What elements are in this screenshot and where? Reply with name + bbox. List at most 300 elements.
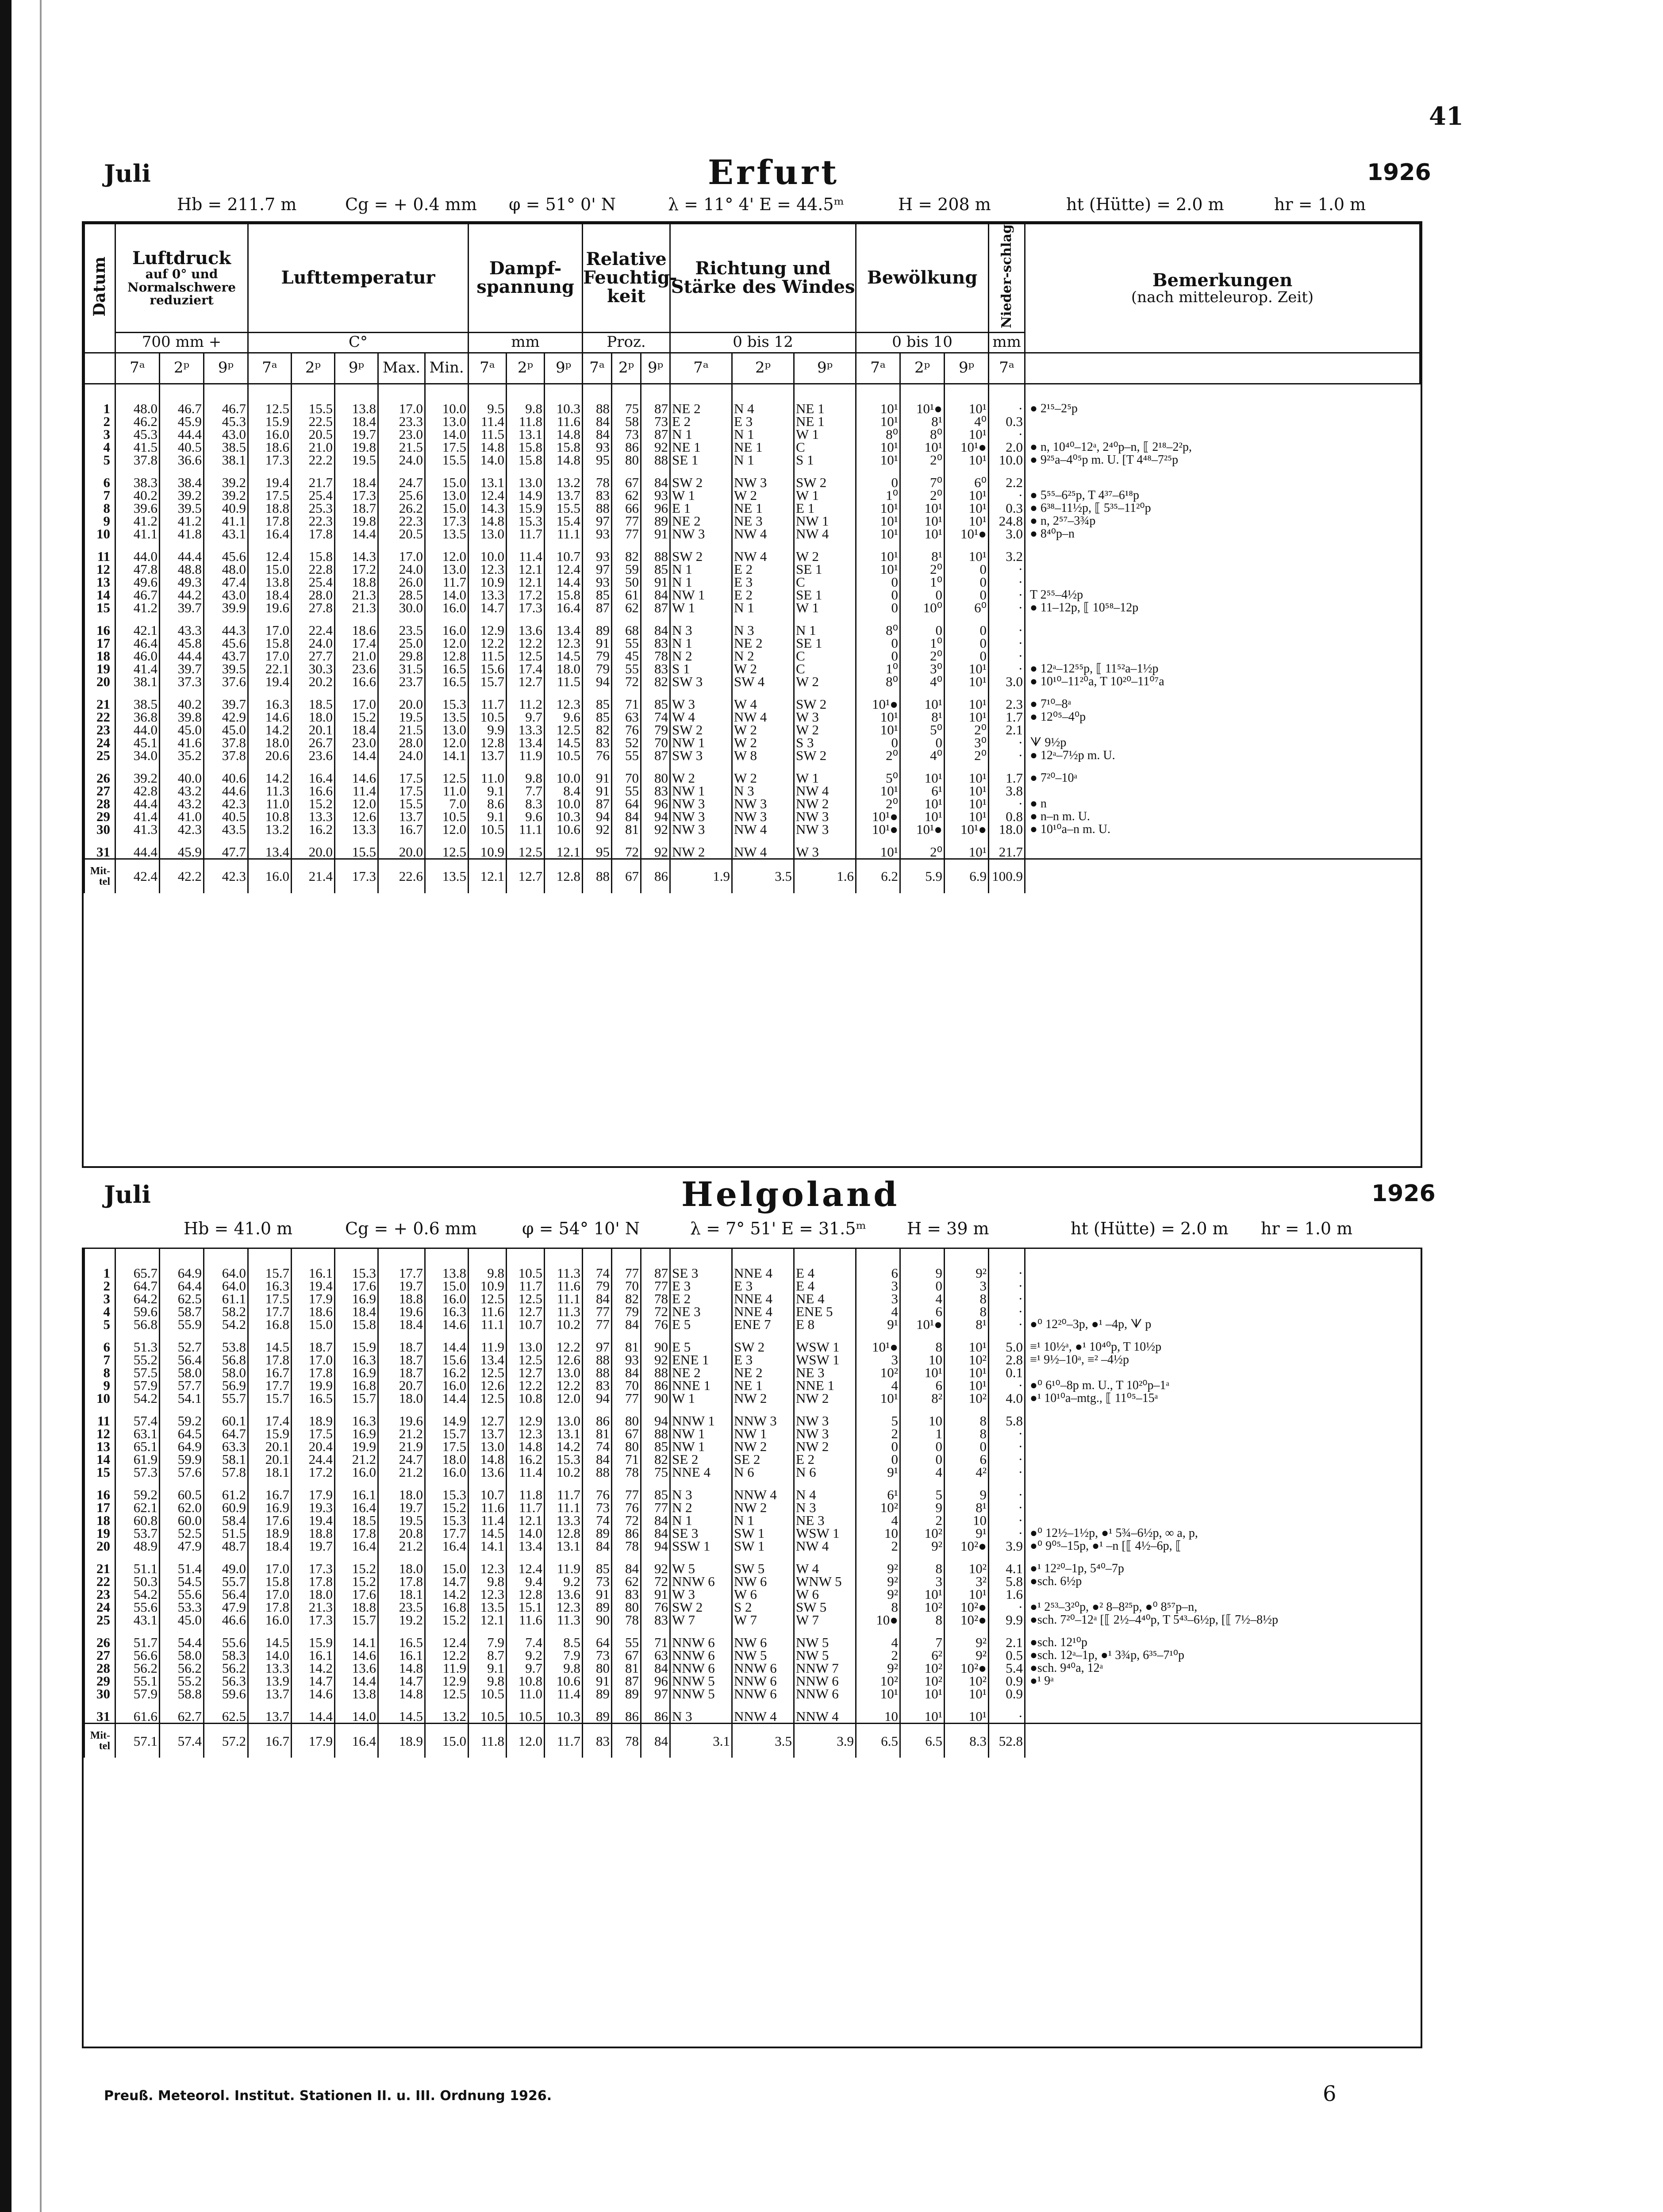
value-cell: 12.0 (545, 1392, 583, 1405)
value-cell: 94 (583, 675, 612, 688)
value-cell: 17.0 (335, 688, 378, 710)
mittel-value: 6.2 (856, 859, 900, 893)
value-cell: NW 4 (732, 710, 794, 723)
value-cell: 81 (583, 1427, 612, 1440)
table-row (84, 1687, 1421, 1700)
value-cell: 17.4 (335, 637, 378, 649)
meta-hb: Hb = 41.0 m (184, 1219, 293, 1238)
value-cell: · (989, 736, 1025, 749)
value-cell: 97 (583, 563, 612, 576)
value-cell: 62.0 (160, 1501, 204, 1514)
value-cell: 43.0 (204, 588, 248, 601)
value-cell: 16.5 (425, 675, 469, 688)
value-cell: 21.7 (292, 466, 335, 489)
value-cell: 55 (612, 637, 641, 649)
col-7a: 7ᵃ (989, 353, 1025, 384)
value-cell: E 5 (670, 1318, 732, 1331)
value-cell: 14.5 (248, 1331, 292, 1353)
value-cell: 59.6 (115, 1305, 160, 1318)
value-cell: 6 (900, 1305, 945, 1318)
value-cell: 15.5 (425, 453, 469, 466)
value-cell: 12.5 (545, 723, 583, 736)
value-cell: 12.6 (335, 810, 378, 823)
value-cell: 12.5 (425, 762, 469, 784)
value-cell: 10¹ (900, 527, 945, 540)
value-cell: 77 (612, 527, 641, 540)
value-cell: 14.4 (335, 1674, 378, 1687)
value-cell: 15.7 (469, 675, 507, 688)
value-cell: NNW 6 (670, 1575, 732, 1588)
value-cell: 64.7 (115, 1279, 160, 1292)
value-cell: 10.8 (507, 1674, 545, 1687)
value-cell: N 2 (670, 1501, 732, 1514)
value-cell: 13.0 (425, 563, 469, 576)
value-cell: 82 (583, 723, 612, 736)
value-cell: 56.6 (115, 1649, 160, 1662)
value-cell: NW 3 (794, 810, 856, 823)
value-cell: W 2 (732, 489, 794, 502)
value-cell: 88 (641, 453, 670, 466)
value-cell: 9.9 (989, 1613, 1025, 1626)
value-cell: 47.9 (204, 1601, 248, 1613)
month-label: Juli (104, 159, 151, 188)
value-cell: 11.5 (545, 675, 583, 688)
value-cell: 97 (583, 515, 612, 527)
value-cell: 10² (945, 1552, 989, 1575)
value-cell: 77 (612, 515, 641, 527)
value-cell: 58 (612, 415, 641, 428)
value-cell: 93 (583, 540, 612, 563)
value-cell: C (794, 649, 856, 662)
value-cell: 17.4 (248, 1405, 292, 1427)
mittel-value: 18.9 (378, 1724, 425, 1758)
value-cell: 45.0 (160, 723, 204, 736)
value-cell: 19.4 (292, 1279, 335, 1292)
value-cell: N 1 (732, 601, 794, 614)
remark-cell: ●¹ 10¹⁰a–mtg., ⟦ 11⁰⁵–15ᵃ (1025, 1392, 1421, 1405)
value-cell: · (989, 1601, 1025, 1613)
value-cell: 55 (612, 662, 641, 675)
value-cell: 0.5 (989, 1649, 1025, 1662)
value-cell: NNW 4 (732, 1479, 794, 1501)
remark-cell: ●⁰ 6¹⁰–8p m. U., T 10²⁰p–1ᵃ (1025, 1379, 1421, 1392)
value-cell: 13.3 (545, 1514, 583, 1527)
value-cell: 39.7 (160, 662, 204, 675)
value-cell: 74 (641, 710, 670, 723)
value-cell: W 3 (794, 836, 856, 859)
value-cell: 10¹ (945, 1700, 989, 1724)
value-cell: 12.0 (425, 637, 469, 649)
value-cell: 18.8 (248, 502, 292, 515)
day-cell: 12 (84, 563, 115, 576)
remark-cell (1025, 1514, 1421, 1527)
value-cell: 17.8 (292, 1575, 335, 1588)
value-cell: · (989, 637, 1025, 649)
value-cell: NNE 1 (794, 1379, 856, 1392)
value-cell: 73 (583, 1575, 612, 1588)
value-cell: 14.9 (507, 489, 545, 502)
value-cell: 11.5 (469, 649, 507, 662)
meta-ht: ht (Hütte) = 2.0 m (1066, 195, 1224, 214)
value-cell: 89 (583, 1527, 612, 1540)
value-cell: NW 2 (794, 797, 856, 810)
value-cell: 10¹ (900, 810, 945, 823)
value-cell: S 3 (794, 736, 856, 749)
value-cell: 26.0 (378, 576, 425, 588)
publisher-footer: Preuß. Meteorol. Institut. Stationen II. u. III. Ordnung 1926. (104, 2088, 552, 2104)
meta-cg: Cg = + 0.4 mm (345, 195, 477, 214)
value-cell: 11.7 (425, 576, 469, 588)
value-cell: 14.4 (425, 1331, 469, 1353)
value-cell: 8 (856, 1601, 900, 1613)
value-cell: 15.5 (335, 836, 378, 859)
value-cell: 89 (583, 1687, 612, 1700)
table-row (84, 1674, 1421, 1687)
value-cell: 10.6 (545, 823, 583, 836)
value-cell: NW 3 (670, 810, 732, 823)
value-cell: 12.0 (425, 823, 469, 836)
value-cell: 10¹ (856, 527, 900, 540)
luftdruck-unit: 700 mm + (115, 332, 248, 353)
value-cell: 15.7 (335, 1392, 378, 1405)
remark-cell: ●¹ 2⁵³–3²⁰p, ●² 8–8²⁵p, ●⁰ 8⁵⁷p–n, (1025, 1601, 1421, 1613)
value-cell: 73 (583, 1501, 612, 1514)
value-cell: 18.8 (378, 1292, 425, 1305)
table-row (84, 453, 1421, 466)
value-cell: 10¹ (945, 453, 989, 466)
value-cell: 12.4 (545, 563, 583, 576)
value-cell: 19.7 (378, 1501, 425, 1514)
value-cell: 16.4 (248, 527, 292, 540)
value-cell: 19.3 (292, 1501, 335, 1514)
value-cell: 11.7 (469, 688, 507, 710)
value-cell: 15.6 (425, 1353, 469, 1366)
value-cell: 10¹ (856, 710, 900, 723)
value-cell: 10.0 (989, 453, 1025, 466)
col-max: Max. (378, 353, 425, 384)
value-cell: 53.7 (115, 1527, 160, 1540)
bemerkungen-sub: (nach mitteleurop. Zeit) (1131, 288, 1314, 306)
value-cell: 73 (612, 428, 641, 441)
value-cell: 18.6 (292, 1305, 335, 1318)
value-cell: 14.9 (425, 1405, 469, 1427)
day-cell: 22 (84, 1575, 115, 1588)
value-cell: 0 (900, 614, 945, 637)
value-cell: 41.6 (160, 736, 204, 749)
mittel-label: Mit-tel (84, 1724, 115, 1758)
value-cell: 11.3 (248, 784, 292, 797)
value-cell: 10¹ (945, 762, 989, 784)
col-2p: 2ᵖ (732, 353, 794, 384)
value-cell: 22.1 (248, 662, 292, 675)
value-cell: 0.8 (989, 810, 1025, 823)
value-cell: 79 (641, 723, 670, 736)
value-cell: 15.7 (248, 1249, 292, 1279)
feucht-heading: Relative Feuchtig-keit (583, 249, 677, 307)
value-cell: 88 (583, 1353, 612, 1366)
value-cell: 86 (612, 441, 641, 453)
value-cell: 58.8 (160, 1687, 204, 1700)
value-cell: 94 (583, 1392, 612, 1405)
remark-cell: ᗐ 9½p (1025, 736, 1421, 749)
value-cell: 58.2 (204, 1305, 248, 1318)
value-cell: 20.6 (248, 749, 292, 762)
remark-cell (1025, 784, 1421, 797)
mittel-value: 86 (641, 859, 670, 893)
value-cell: 77 (641, 1279, 670, 1292)
value-cell: 1⁰ (900, 576, 945, 588)
value-cell: 13.7 (469, 749, 507, 762)
table-row (84, 637, 1421, 649)
value-cell: 97 (583, 1331, 612, 1353)
value-cell: NW 1 (670, 736, 732, 749)
value-cell: 4.0 (989, 1392, 1025, 1405)
value-cell: 60.9 (204, 1501, 248, 1514)
value-cell: 9¹ (945, 1527, 989, 1540)
value-cell: 67 (612, 1649, 641, 1662)
value-cell: 46.6 (204, 1613, 248, 1626)
value-cell: 1.7 (989, 710, 1025, 723)
value-cell: 10¹ (856, 515, 900, 527)
value-cell: 15.8 (545, 441, 583, 453)
value-cell: NW 3 (794, 823, 856, 836)
bewoelkung-heading: Bewölkung (867, 267, 978, 288)
value-cell: 15.3 (425, 1514, 469, 1527)
day-cell: 6 (84, 1331, 115, 1353)
value-cell: 83 (612, 1588, 641, 1601)
value-cell: 18.9 (292, 1405, 335, 1427)
value-cell: 19.7 (335, 428, 378, 441)
value-cell: 17.0 (378, 384, 425, 415)
value-cell: 17.7 (248, 1379, 292, 1392)
value-cell: 91 (583, 1674, 612, 1687)
value-cell: 82 (641, 675, 670, 688)
meta-hr: hr = 1.0 m (1274, 195, 1366, 214)
value-cell: 10.2 (545, 1318, 583, 1331)
day-cell: 25 (84, 1613, 115, 1626)
mittel-value: 15.0 (425, 1724, 469, 1758)
value-cell: 15.7 (248, 1392, 292, 1405)
table-row (84, 675, 1421, 688)
day-cell: 12 (84, 1427, 115, 1440)
value-cell: 60.5 (160, 1479, 204, 1501)
value-cell: 1 (900, 1427, 945, 1440)
remark-cell: ●⁰ 12½–1½p, ●¹ 5¾–6½p, ∞ a, p, (1025, 1527, 1421, 1540)
value-cell: 90 (641, 1392, 670, 1405)
value-cell: NE 1 (794, 415, 856, 428)
day-cell: 16 (84, 1479, 115, 1501)
value-cell: 12.5 (248, 384, 292, 415)
value-cell: 19.9 (335, 1440, 378, 1453)
value-cell: NE 1 (732, 441, 794, 453)
value-cell: 9¹ (856, 1466, 900, 1479)
mittel-value: 52.8 (989, 1724, 1025, 1758)
table-row (84, 441, 1421, 453)
value-cell: 9.6 (545, 710, 583, 723)
value-cell: 12.2 (545, 1331, 583, 1353)
day-cell: 3 (84, 428, 115, 441)
value-cell: 15.7 (425, 1427, 469, 1440)
value-cell: 77 (583, 1318, 612, 1331)
value-cell: E 1 (794, 502, 856, 515)
value-cell: 16.6 (335, 675, 378, 688)
value-cell: 2⁰ (856, 749, 900, 762)
value-cell: 16.3 (248, 688, 292, 710)
value-cell: 18.6 (335, 614, 378, 637)
value-cell: 57.6 (160, 1466, 204, 1479)
value-cell: 45.1 (115, 736, 160, 749)
value-cell: 0 (945, 1440, 989, 1453)
value-cell: 59.6 (204, 1687, 248, 1700)
remark-cell (1025, 1427, 1421, 1440)
value-cell: 15.7 (335, 1613, 378, 1626)
value-cell: 58.4 (204, 1514, 248, 1527)
value-cell: NNW 4 (732, 1700, 794, 1724)
value-cell: 44.4 (115, 836, 160, 859)
value-cell: 10²● (945, 1662, 989, 1674)
value-cell: 22.2 (292, 453, 335, 466)
value-cell: 11.6 (469, 1305, 507, 1318)
value-cell: 14.0 (507, 1527, 545, 1540)
luftdruck-sub: auf 0° und Normalschwere reduziert (127, 267, 236, 308)
day-cell: 11 (84, 1405, 115, 1427)
mittel-value: 57.4 (160, 1724, 204, 1758)
value-cell: 57.9 (115, 1379, 160, 1392)
value-cell: 18.9 (248, 1527, 292, 1540)
value-cell: 11.8 (507, 415, 545, 428)
value-cell: SW 5 (732, 1552, 794, 1575)
value-cell: 14.8 (469, 1453, 507, 1466)
value-cell: NW 1 (670, 1427, 732, 1440)
value-cell: N 3 (670, 614, 732, 637)
value-cell: 60.0 (160, 1514, 204, 1527)
remark-cell (1025, 1501, 1421, 1514)
value-cell: 47.4 (204, 576, 248, 588)
value-cell: 14.5 (469, 1527, 507, 1540)
value-cell: 2 (856, 1540, 900, 1552)
value-cell: 92 (641, 836, 670, 859)
value-cell: 2.1 (989, 723, 1025, 736)
value-cell: 84 (583, 428, 612, 441)
value-cell: 6¹ (856, 1479, 900, 1501)
value-cell: 48.0 (115, 384, 160, 415)
value-cell: 18.0 (378, 1552, 425, 1575)
col-2p: 2ᵖ (507, 353, 545, 384)
value-cell: 14.4 (335, 527, 378, 540)
mittel-value: 8.3 (945, 1724, 989, 1758)
value-cell: NW 4 (794, 784, 856, 797)
value-cell: E 3 (732, 576, 794, 588)
value-cell: 16.0 (425, 1466, 469, 1479)
value-cell: 9.8 (545, 1662, 583, 1674)
value-cell: 79 (583, 662, 612, 675)
bemerkungen-heading: Bemerkungen (1152, 269, 1293, 291)
value-cell: 88 (583, 384, 612, 415)
value-cell: 15.3 (545, 1453, 583, 1466)
value-cell: 11.3 (545, 1305, 583, 1318)
year-label: 1926 (1367, 159, 1431, 186)
mittel-remark (1025, 1724, 1421, 1758)
value-cell: 30.0 (378, 601, 425, 614)
value-cell: 22.8 (292, 563, 335, 576)
value-cell: 64.4 (160, 1279, 204, 1292)
col-min: Min. (425, 353, 469, 384)
meta-h: H = 208 m (898, 195, 991, 214)
value-cell: 10.0 (545, 797, 583, 810)
value-cell: 2⁰ (945, 723, 989, 736)
value-cell: 0 (945, 588, 989, 601)
value-cell: 19.4 (292, 1514, 335, 1527)
value-cell: 67 (612, 1427, 641, 1440)
value-cell: 59.9 (160, 1453, 204, 1466)
value-cell: 22.3 (378, 515, 425, 527)
value-cell: 21.0 (335, 649, 378, 662)
value-cell: S 1 (670, 662, 732, 675)
value-cell: 41.4 (115, 810, 160, 823)
value-cell: 80 (583, 1662, 612, 1674)
value-cell: 81 (612, 823, 641, 836)
value-cell: NW 5 (732, 1649, 794, 1662)
mittel-value: 16.4 (335, 1724, 378, 1758)
day-cell: 17 (84, 637, 115, 649)
value-cell: 44.3 (204, 614, 248, 637)
value-cell: 84 (583, 1453, 612, 1466)
meta-phi: φ = 54° 10' N (522, 1219, 640, 1238)
value-cell: · (989, 384, 1025, 415)
value-cell: 18.4 (378, 1318, 425, 1331)
value-cell: 12.3 (507, 1427, 545, 1440)
value-cell: 55.6 (204, 1626, 248, 1649)
data-table (84, 384, 1421, 893)
value-cell: 13.2 (545, 466, 583, 489)
value-cell: 15.5 (378, 797, 425, 810)
signature-number: 6 (1323, 2081, 1337, 2106)
value-cell: 13.3 (292, 810, 335, 823)
table-row (84, 688, 1421, 710)
value-cell: NW 3 (732, 810, 794, 823)
value-cell: 12.9 (425, 1674, 469, 1687)
value-cell: 41.2 (115, 515, 160, 527)
value-cell: 14.2 (292, 1662, 335, 1674)
value-cell: 84 (612, 1552, 641, 1575)
value-cell: 26.7 (292, 736, 335, 749)
value-cell: 50 (612, 576, 641, 588)
value-cell: · (989, 428, 1025, 441)
value-cell: 10¹ (900, 1366, 945, 1379)
col-9p: 9ᵖ (335, 353, 378, 384)
value-cell: 87 (641, 1249, 670, 1279)
value-cell: NE 3 (794, 1366, 856, 1379)
value-cell: 84 (641, 1527, 670, 1540)
value-cell: 71 (612, 1453, 641, 1466)
value-cell: 16.0 (425, 1292, 469, 1305)
meta-h: H = 39 m (907, 1219, 989, 1238)
value-cell: 2⁰ (945, 749, 989, 762)
value-cell: 78 (583, 466, 612, 489)
value-cell: 72 (612, 836, 641, 859)
value-cell: 62 (612, 489, 641, 502)
value-cell: 0.9 (989, 1674, 1025, 1687)
value-cell: N 3 (670, 1479, 732, 1501)
value-cell: 18.1 (248, 1466, 292, 1479)
value-cell: 13.1 (507, 428, 545, 441)
value-cell: SE 1 (670, 453, 732, 466)
value-cell: NW 4 (732, 527, 794, 540)
value-cell: · (989, 1305, 1025, 1318)
value-cell: 10¹ (945, 540, 989, 563)
value-cell: E 4 (794, 1279, 856, 1292)
value-cell: 88 (583, 502, 612, 515)
